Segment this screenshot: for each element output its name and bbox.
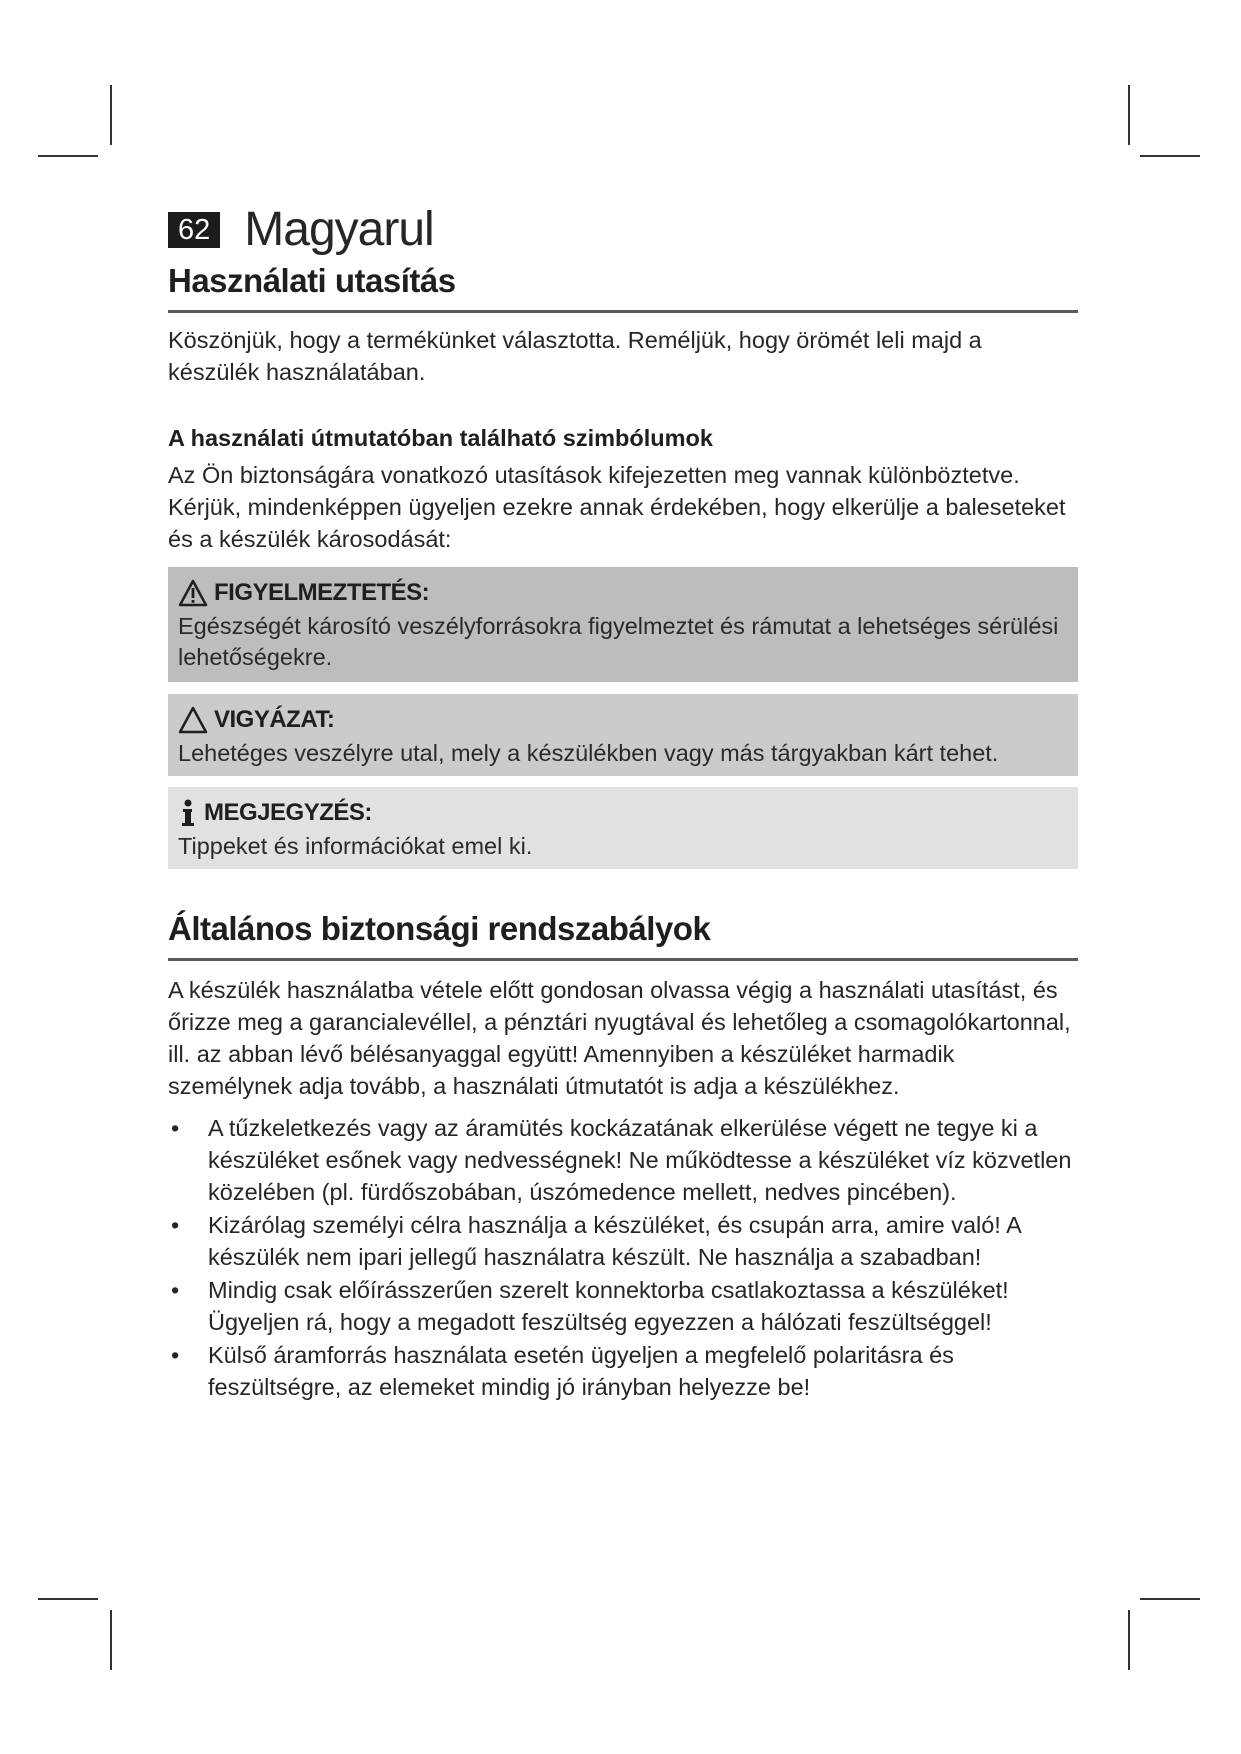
crop-mark bbox=[1140, 1598, 1200, 1600]
intro-heading: Használati utasítás bbox=[168, 262, 1078, 313]
crop-mark bbox=[38, 155, 98, 157]
crop-mark bbox=[1140, 155, 1200, 157]
list-item bbox=[168, 1209, 1078, 1273]
bullet-dot: • bbox=[171, 1342, 180, 1368]
intro-text: Köszönjük, hogy a termékünket választotta. Reméljük, hogy örömét leli majd a készülék használatában. bbox=[168, 327, 982, 385]
page-number-badge: 62 bbox=[168, 212, 220, 248]
notice-title: FIGYELMEZTETÉS: bbox=[214, 579, 430, 606]
notice-title: MEGJEGYZÉS: bbox=[204, 799, 372, 826]
list-item-text: Külső áramforrás használata esetén ügyeljen a megfelelő polaritásra és feszültségre, az elemeket mindig jó irányban helyezze be! bbox=[208, 1342, 954, 1400]
list-item bbox=[168, 1274, 1078, 1338]
info-icon bbox=[178, 798, 198, 828]
symbols-text: Az Ön biztonságára vonatkozó utasítások kifejezetten meg vannak különböztetve. Kérjük, mindenképpen ügyeljen ezekre annak érdekében, hogy elkerülje a baleseteket és a készülék károsodását: bbox=[168, 462, 1066, 552]
caution-notice bbox=[168, 694, 1078, 776]
list-item-text: Kizárólag személyi célra használja a készüléket, és csupán arra, amire való! A készülék nem ipari jellegű használatra készült. Ne használja a szabadban! bbox=[208, 1212, 1021, 1270]
crop-mark bbox=[1128, 1610, 1130, 1670]
page-title: Magyarul bbox=[244, 203, 434, 256]
list-item bbox=[168, 1339, 1078, 1403]
list-item-text: A tűzkeletkezés vagy az áramütés kockázatának elkerülése végett ne tegye ki a készüléket esőnek vagy nedvességnek! Ne működtesse a készüléket víz közvetlen közelében (pl. fürdőszobában, úszómedence mellett, nedves pincében). bbox=[208, 1115, 1072, 1205]
notice-text: Tippeket és információkat emel ki. bbox=[178, 833, 533, 859]
safety-text: A készülék használatba vétele előtt gondosan olvassa végig a használati utasítást, és őrizze meg a garancialevéllel, a pénztári nyugtával és lehetőleg a csomagolókartonnal, ill. az abban lévő bélésanyaggal együtt! Amennyiben a készüléket harmadik személynek adja tovább, a használati útmutatót is adja a készülékhez. bbox=[168, 977, 1071, 1099]
safety-bullet-list bbox=[168, 1112, 1078, 1404]
warning-notice bbox=[168, 567, 1078, 682]
bullet-dot: • bbox=[171, 1115, 180, 1141]
bullet-dot: • bbox=[171, 1212, 180, 1238]
caution-triangle-icon bbox=[178, 706, 208, 734]
crop-mark bbox=[110, 1610, 112, 1670]
warning-triangle-icon bbox=[178, 579, 208, 607]
symbols-heading: A használati útmutatóban található szimbólumok bbox=[168, 425, 713, 451]
notice-title: VIGYÁZAT: bbox=[214, 706, 335, 733]
safety-heading: Általános biztonsági rendszabályok bbox=[168, 910, 1078, 961]
notice-text: Lehetéges veszélyre utal, mely a készülékben vagy más tárgyakban kárt tehet. bbox=[178, 740, 999, 766]
page-header bbox=[168, 202, 434, 257]
note-notice bbox=[168, 787, 1078, 869]
list-item-text: Mindig csak előírásszerűen szerelt konnektorba csatlakoztassa a készüléket! Ügyeljen rá, hogy a megadott feszültség egyezzen a hálózati feszültséggel! bbox=[208, 1277, 1009, 1335]
crop-mark bbox=[110, 85, 112, 145]
bullet-dot: • bbox=[171, 1277, 180, 1303]
crop-mark bbox=[1128, 85, 1130, 145]
list-item bbox=[168, 1112, 1078, 1208]
crop-mark bbox=[38, 1598, 98, 1600]
notice-text: Egészségét károsító veszélyforrásokra figyelmeztet és rámutat a lehetséges sérülési lehetőségekre. bbox=[178, 613, 1059, 670]
